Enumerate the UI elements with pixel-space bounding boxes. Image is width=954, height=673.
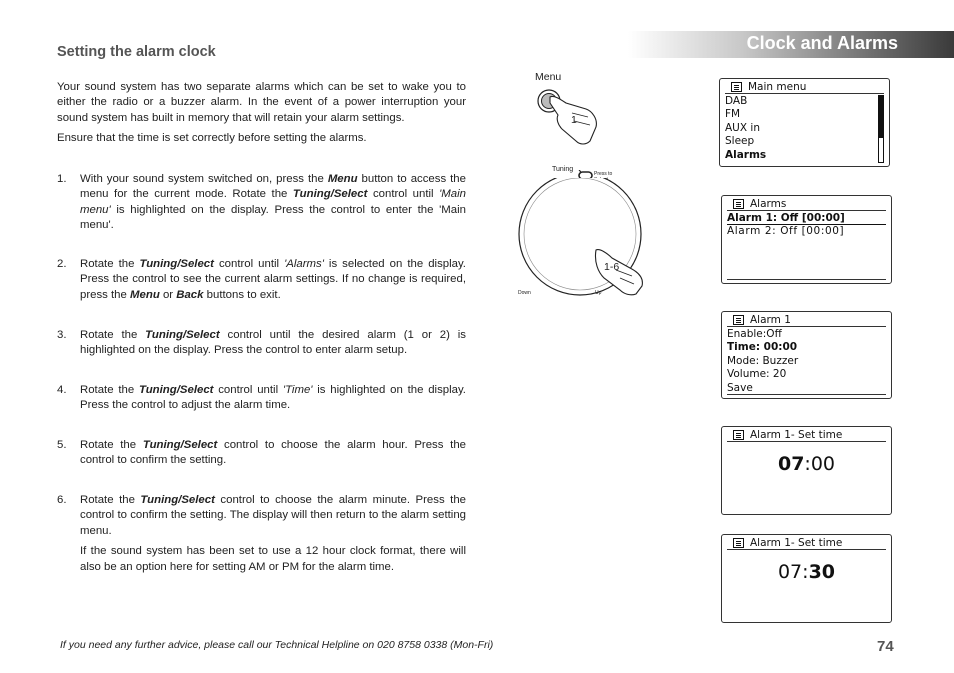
lcd-titlebar: Alarm 1- Set time: [727, 537, 886, 550]
step-number: 1.: [57, 173, 67, 185]
step-number: 2.: [57, 258, 67, 270]
step-5: 5. Rotate the Tuning/Select control to choose the alarm hour. Press the control to confirm the setting.: [57, 439, 466, 467]
time-display: 07:30: [777, 561, 836, 583]
alarm-item: Alarm 2: Off [00:00]: [727, 225, 845, 238]
step-number: 5.: [57, 439, 67, 451]
up-label: Up: [595, 290, 602, 296]
menu-list-icon: [733, 199, 744, 209]
step-1-6-label: 1-6: [604, 261, 620, 273]
tuning-label: Tuning: [552, 166, 574, 173]
step-number: 3.: [57, 329, 67, 341]
step-4: 4. Rotate the Tuning/Select control until 'Time' is highlighted on the display. Press the control to adjust the alarm time.: [57, 384, 466, 412]
lcd-titlebar: Alarm 1- Set time: [727, 429, 886, 442]
lcd-main-menu: [719, 78, 890, 167]
menu-item: DAB: [725, 95, 748, 107]
setting-item-selected: Time: 00:00: [727, 341, 798, 354]
intro-paragraph: Your sound system has two separate alarms which can be set to wake you to either the radio or a buzzer alarm. In the event of a power interruption your sound system has built in memory that will retain your alarm settings.: [57, 81, 466, 124]
menu-label: Menu: [535, 71, 562, 83]
menu-item: AUX in: [725, 121, 760, 134]
scrollbar: [878, 95, 884, 163]
press-to-select-label: Press to: [594, 171, 613, 177]
step-2: 2. Rotate the Tuning/Select control until 'Alarms' is selected on the display. Press the control to see the current alarm settings. If no change is required, press the Menu or Back buttons to exit.: [57, 258, 466, 301]
section-title: Setting the alarm clock: [57, 44, 216, 60]
lcd-set-time-minute: [721, 534, 892, 623]
menu-item: FM: [725, 108, 741, 121]
setting-item: Enable:Off: [727, 328, 782, 340]
step-3: 3. Rotate the Tuning/Select control until the desired alarm (1 or 2) is highlighted on the display. Press the control to enter alarm setup.: [57, 329, 466, 357]
menu-item-selected: Alarms: [725, 148, 767, 161]
lcd-titlebar: Alarm 1: [727, 314, 886, 327]
intro-note: Ensure that the time is set correctly before setting the alarms.: [57, 132, 367, 144]
setting-item: Mode: Buzzer: [727, 354, 799, 367]
step-number: 4.: [57, 384, 67, 396]
time-display: 07:00: [777, 453, 836, 475]
lcd-titlebar: Main menu: [725, 81, 884, 94]
lcd-alarms: [721, 195, 892, 284]
page-header-title: Clock and Alarms: [746, 33, 898, 53]
menu-list-icon: [733, 315, 744, 325]
lcd-set-time-hour: [721, 426, 892, 515]
lcd-alarm-1: [721, 311, 892, 399]
alarm-item-selected: Alarm 1: Off [00:00]: [727, 212, 886, 225]
menu-button-press-icon: [530, 85, 610, 147]
lcd-titlebar: Alarms: [727, 198, 886, 211]
step-6-extra: If the sound system has been set to use a 12 hour clock format, there will also be an option here for setting AM or PM for the alarm time.: [80, 545, 466, 573]
menu-item: Sleep: [725, 135, 755, 148]
step-1: 1. With your sound system switched on, press the Menu button to access the menu for the current mode. Rotate the Tuning/Select control until 'Main menu' is highlighted on the display. Press the control to enter the 'Main menu'.: [57, 173, 466, 232]
menu-list-icon: [731, 82, 742, 92]
setting-item: Save: [727, 381, 753, 394]
down-label: Down: [518, 290, 531, 296]
step-6: 6. Rotate the Tuning/Select control to choose the alarm minute. Press the control to confirm the setting. The display will then return to the alarm setting menu. If the sound system has been set to use a 12 hour clock format, there will also be an option here for setting AM or PM for the alarm time.: [57, 493, 466, 575]
setting-item: Volume: 20: [727, 368, 787, 381]
header-bar: [628, 31, 954, 58]
page-number: 74: [877, 638, 894, 655]
footer-helpline: If you need any further advice, please call our Technical Helpline on 020 8758 0338 (Mon-Fri): [60, 639, 494, 651]
step-1-label: 1: [571, 114, 577, 126]
tuning-dial-icon: [508, 178, 658, 298]
menu-list-icon: [733, 430, 744, 440]
step-number: 6.: [57, 494, 67, 506]
menu-list-icon: [733, 538, 744, 548]
